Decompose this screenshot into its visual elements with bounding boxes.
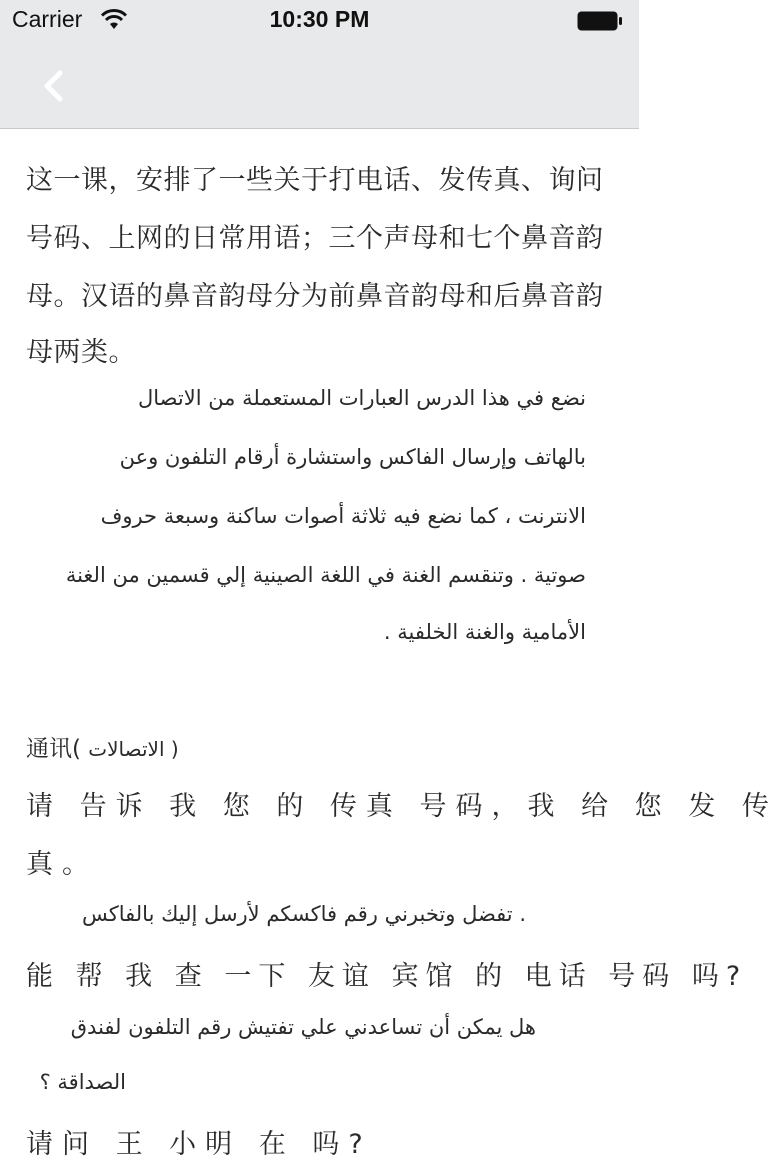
intro-zh-line: 母。汉语的鼻音韵母分为前鼻音韵母和后鼻音韵 [26,281,604,312]
intro-ar-line: صوتية . وتنقسم الغنة في اللغة الصينية إلي قسمين من الغنة [65,563,586,587]
intro-ar-line: بالهاتف وإرسال الفاكس واستشارة أرقام التلفون وعن [119,445,586,469]
intro-zh-line: 母两类。 [26,337,136,368]
intro-ar-line: الانترنت ، كما نضع فيه ثلاثة أصوات ساكنة وسبعة حروف [100,504,586,528]
intro-ar-line: الأمامية والغنة الخلفية . [383,620,586,644]
chevron-left-icon [41,70,67,102]
navigation-bar [0,42,639,128]
status-bar [0,0,639,42]
section-title-zh: 通讯( [26,736,81,762]
lesson-content[interactable] [0,130,778,1160]
status-time: 10:30 PM [269,6,370,32]
intro-ar-line: نضع في هذا الدرس العبارات المستعملة من الاتصال [138,386,586,410]
sentence-ar-line: . تفضل وتخبرني رقم فاكسكم لأرسل إليك بالفاكس [81,902,526,926]
sentence-zh-line: 请问 王 小明 在 吗? [26,1129,372,1160]
sentence-ar-line: الصداقة ؟ [39,1070,126,1094]
section-title [26,730,179,763]
sentence-zh-line: 请 告诉 我 您 的 传真 号码，我 给 您 发 传 [26,791,778,822]
intro-zh-line: 这一课，安排了一些关于打电话、发传真、询问 [26,165,604,196]
sentence-zh-line: 真。 [26,849,98,880]
top-bar [0,0,639,129]
section-title-ar: الاتصالات ) [88,737,179,761]
sentence-ar-line: هل يمكن أن تساعدني علي تفتيش رقم التلفون لفندق [70,1015,536,1039]
back-button[interactable] [26,62,82,110]
carrier-label: Carrier [12,6,83,32]
sentence-zh-line: 能 帮 我 查 一下 友谊 宾馆 的 电话 号码 吗? [26,961,748,992]
intro-zh-line: 号码、上网的日常用语；三个声母和七个鼻音韵 [26,223,604,254]
battery-icon [577,11,623,31]
